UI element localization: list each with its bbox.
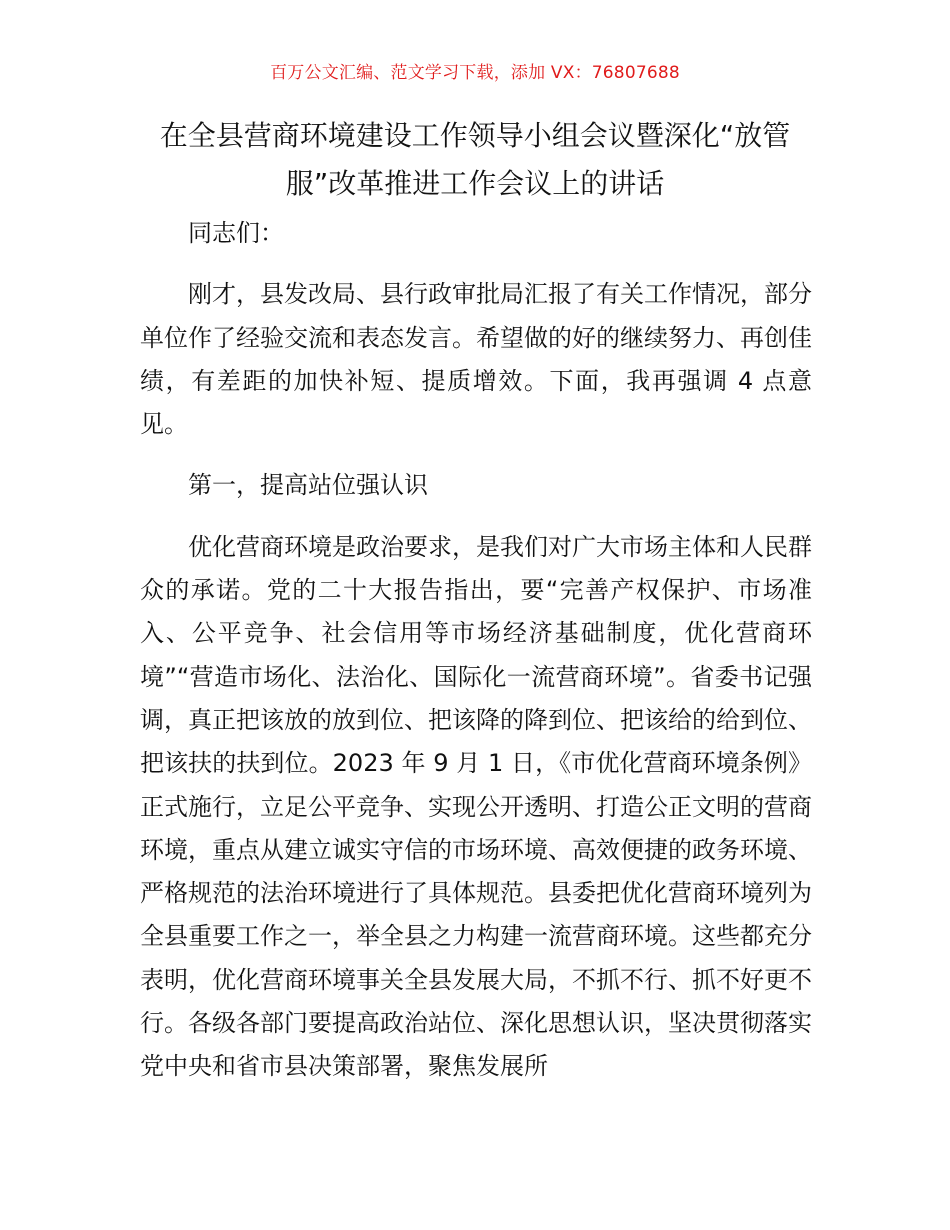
watermark-header: 百万公文汇编、范文学习下载，添加 VX：76807688 (270, 63, 680, 83)
document-title: 在全县营商环境建设工作领导小组会议暨深化“放管服”改革推进工作会议上的讲话 (159, 119, 791, 200)
greeting: 同志们： (188, 219, 284, 247)
body-paragraph: 优化营商环境是政治要求，是我们对广大市场主体和人民群众的承诺。党的二十大报告指出，要“完善产权保护、市场准入、公平竞争、社会信用等市场经济基础制度，优化营商环境”“营造市场化、法治化、国际化一流营商环境”。省委书记强调，真正把该放的放到位、把该降的降到位、把该给的给到位、把该扶的扶到位。2023 年 9 月 1 日，《市优化营商环境条例》正式施行，立足公平竞争、实现公开透明、打造公正文明的营商环境，重点从建立诚实守信的市场环境、高效便捷的政务环境、严格规范的法治环境进行了具体规范。县委把优化营商环境列为全县重要工作之一，举全县之力构建一流营商环境。这些都充分表明，优化营商环境事关全县发展大局，不抓不行、抓不好更不行。各级各部门要提高政治站位、深化思想认识，坚决贯彻落实党中央和省市县决策部署，聚焦发展所 (140, 532, 812, 1081)
document-body (140, 212, 812, 1089)
intro-paragraph: 刚才，县发改局、县行政审批局汇报了有关工作情况，部分单位作了经验交流和表态发言。希望做的好的继续努力、再创佳绩，有差距的加快补短、提质增效。下面，我再强调 4 点意见。 (140, 280, 812, 439)
section-heading: 第一，提高站位强认识 (188, 471, 428, 500)
